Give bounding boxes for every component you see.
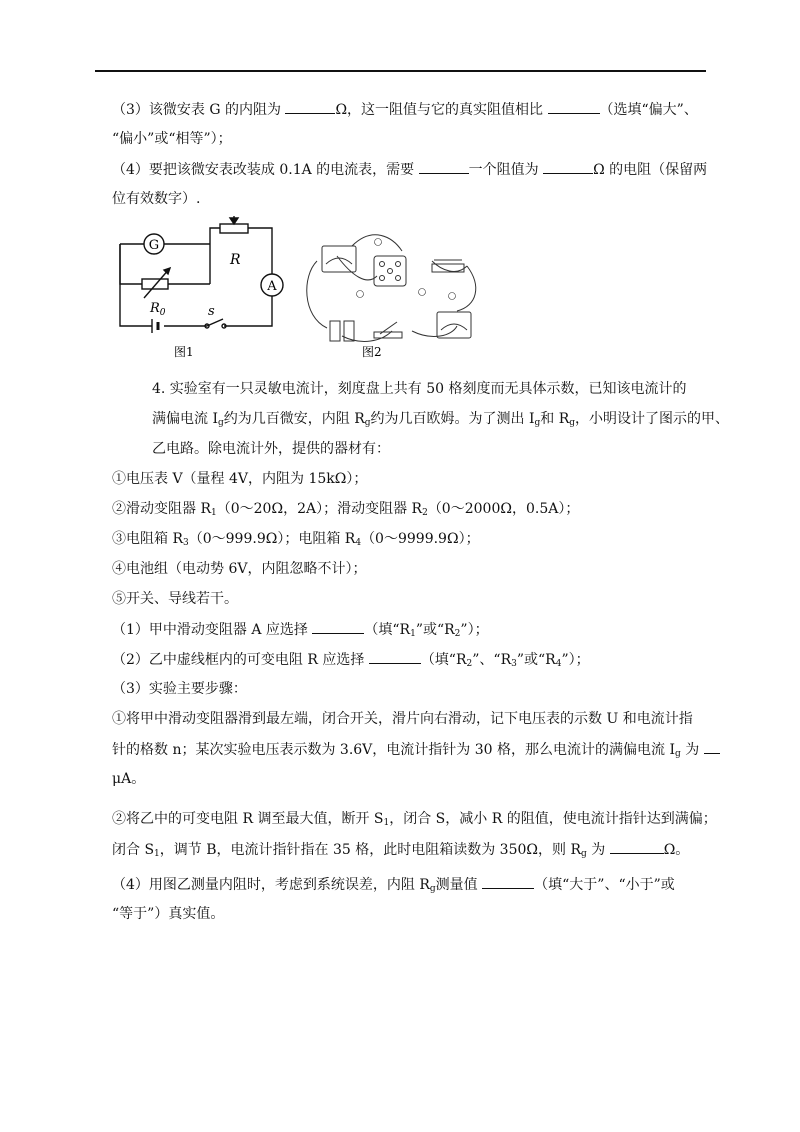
equipment-item-5 bbox=[112, 589, 238, 609]
subscript: 1 bbox=[410, 629, 416, 639]
q4-step3-1-line3 bbox=[112, 769, 145, 789]
text: （填“大于”、“小于”或 bbox=[534, 877, 675, 893]
q4-step3-1-line2 bbox=[112, 739, 720, 764]
r-label: R bbox=[230, 252, 241, 268]
subscript: 1 bbox=[211, 508, 217, 518]
text: ”）； bbox=[561, 652, 590, 668]
text: （选填“偏大”、 bbox=[599, 102, 698, 118]
text: 针的格数 n；某次实验电压表示数为 3.6V，电流计指针为 30 格，那么电流计的满偏电流 I bbox=[112, 742, 675, 758]
text: Ω 的电阻（保留两 bbox=[593, 162, 708, 178]
g-label: G bbox=[148, 238, 160, 253]
text: ，小明设计了图示的甲、 bbox=[575, 411, 730, 427]
equipment-item-2 bbox=[112, 499, 579, 523]
text: 约为几百微安，内阻 R bbox=[223, 411, 365, 427]
text: ④电池组（电动势 6V，内阻忽略不计）； bbox=[112, 561, 367, 577]
q4-intro-line2 bbox=[152, 409, 729, 433]
header-rule bbox=[95, 70, 706, 72]
text: ”或“R bbox=[516, 652, 556, 668]
q4-step3-2-line2 bbox=[112, 839, 689, 864]
text: ②将乙中的可变电阻 R 调至最大值，断开 S bbox=[112, 811, 384, 827]
text: 约为几百欧姆。为了测出 I bbox=[370, 411, 535, 427]
text: ”）； bbox=[460, 622, 489, 638]
equipment-item-1 bbox=[112, 469, 367, 489]
fig1-label: 图1 bbox=[174, 345, 194, 359]
subscript: 2 bbox=[466, 659, 473, 669]
answer-blank[interactable] bbox=[482, 874, 534, 889]
text: （2）乙中虚线框内的可变电阻 R 应选择 bbox=[112, 652, 369, 668]
subscript: 4 bbox=[555, 659, 562, 669]
answer-blank[interactable] bbox=[285, 99, 335, 114]
q3-part4-line1 bbox=[112, 159, 707, 180]
text: ②滑动变阻器 R bbox=[112, 501, 211, 517]
answer-blank[interactable] bbox=[419, 159, 469, 174]
text: ”或“R bbox=[415, 622, 455, 638]
text: （1）甲中滑动变阻器 A 应选择 bbox=[112, 622, 313, 638]
subscript: g bbox=[581, 849, 587, 859]
ammeter-sketch bbox=[437, 312, 471, 338]
q4-step3-1-line1 bbox=[112, 709, 693, 729]
text: ⑤开关、导线若干。 bbox=[112, 591, 238, 607]
text: （0～2000Ω，0.5A）； bbox=[427, 501, 580, 517]
battery-sketch bbox=[330, 321, 340, 341]
answer-blank[interactable] bbox=[369, 649, 421, 664]
text: ，闭合 S，减小 R 的阻值，使电流计指针达到满偏； bbox=[389, 811, 717, 827]
subscript: g bbox=[534, 418, 541, 428]
subscript: 2 bbox=[454, 629, 461, 639]
q3-part3-line2 bbox=[112, 129, 232, 149]
text: Ω。 bbox=[663, 842, 690, 858]
text: “等于”）真实值。 bbox=[112, 906, 225, 922]
r0-main: R bbox=[150, 301, 160, 316]
text: （0～999.9Ω）；电阻箱 R bbox=[188, 531, 356, 547]
q4-step2 bbox=[112, 649, 590, 674]
text: 为 bbox=[680, 742, 704, 758]
subscript: g bbox=[217, 418, 224, 428]
q4-step3-2-line1 bbox=[112, 809, 717, 833]
text: ，调节 B，电流计指针指在 35 格，此时电阻箱读数为 350Ω，则 R bbox=[159, 842, 582, 858]
text: Ω，这一阻值与它的真实阻值相比 bbox=[335, 102, 548, 118]
q4-step4-line2 bbox=[112, 904, 224, 924]
q4-step3-title bbox=[112, 679, 247, 699]
q4-intro-line3 bbox=[152, 439, 390, 459]
subscript: g bbox=[429, 884, 436, 894]
text: 测量值 bbox=[435, 877, 483, 893]
fig1-circuit-diagram bbox=[120, 216, 283, 333]
text: ③电阻箱 R bbox=[112, 531, 183, 547]
fig2-apparatus bbox=[307, 235, 476, 342]
text: 和 R bbox=[540, 411, 570, 427]
subscript: 4 bbox=[355, 538, 362, 548]
subscript: g bbox=[364, 418, 371, 428]
q4-intro-line1 bbox=[152, 379, 687, 399]
answer-blank[interactable] bbox=[610, 839, 664, 854]
text: ”、“R bbox=[472, 652, 512, 668]
equipment-item-3 bbox=[112, 529, 480, 553]
r0-sub: 0 bbox=[159, 308, 166, 318]
a-label: A bbox=[267, 279, 277, 294]
answer-blank[interactable] bbox=[704, 739, 720, 754]
q3-part3-line1 bbox=[112, 99, 698, 120]
text: 为 bbox=[586, 842, 610, 858]
subscript: 1 bbox=[383, 818, 390, 828]
q3-part4-line2 bbox=[112, 189, 200, 209]
subscript: 3 bbox=[183, 538, 189, 548]
fig2-label: 图2 bbox=[362, 345, 382, 359]
text: （填“R bbox=[364, 622, 411, 638]
text: ①将甲中滑动变阻器滑到最左端，闭合开关，滑片向右滑动，记下电压表的示数 U 和电流计指 bbox=[112, 711, 693, 727]
text: （0～9999.9Ω）； bbox=[361, 531, 480, 547]
q4-step1 bbox=[112, 619, 489, 644]
subscript: g bbox=[675, 749, 681, 759]
text: 乙电路。除电流计外，提供的器材有： bbox=[152, 441, 390, 457]
answer-blank[interactable] bbox=[543, 159, 593, 174]
subscript: g bbox=[569, 418, 576, 428]
text: （4）用图乙测量内阻时，考虑到系统误差，内阻 R bbox=[112, 877, 430, 893]
text: 闭合 S bbox=[112, 842, 155, 858]
subscript: 2 bbox=[422, 508, 428, 518]
text: （0～20Ω，2A）；滑动变阻器 R bbox=[216, 501, 423, 517]
text: μA。 bbox=[112, 771, 146, 787]
text: （4）要把该微安表改装成 0.1A 的电流表，需要 bbox=[112, 162, 419, 178]
text: “偏小”或“相等”）； bbox=[112, 131, 232, 147]
text: （填“R bbox=[420, 652, 467, 668]
subscript: 1 bbox=[154, 849, 160, 859]
resistance-box-sketch bbox=[374, 256, 406, 286]
text: 位有效数字）. bbox=[112, 191, 201, 207]
subscript: 3 bbox=[511, 659, 517, 669]
text: 一个阻值为 bbox=[468, 162, 544, 178]
q4-step4-line1 bbox=[112, 874, 675, 899]
answer-blank[interactable] bbox=[548, 99, 600, 114]
s-label: s bbox=[208, 304, 215, 319]
text: 满偏电流 I bbox=[152, 411, 218, 427]
answer-blank[interactable] bbox=[312, 619, 364, 634]
text: （3）实验主要步骤： bbox=[112, 681, 247, 697]
r0-label bbox=[149, 301, 166, 318]
circuit-figures bbox=[112, 216, 512, 364]
equipment-item-4 bbox=[112, 559, 366, 579]
text: （3）该微安表 G 的内阻为 bbox=[112, 102, 286, 118]
text: 4. 实验室有一只灵敏电流计，刻度盘上共有 50 格刻度而无具体示数，已知该电流计的 bbox=[152, 381, 687, 397]
text: ①电压表 V（量程 4V，内阻为 15kΩ）； bbox=[112, 471, 368, 487]
